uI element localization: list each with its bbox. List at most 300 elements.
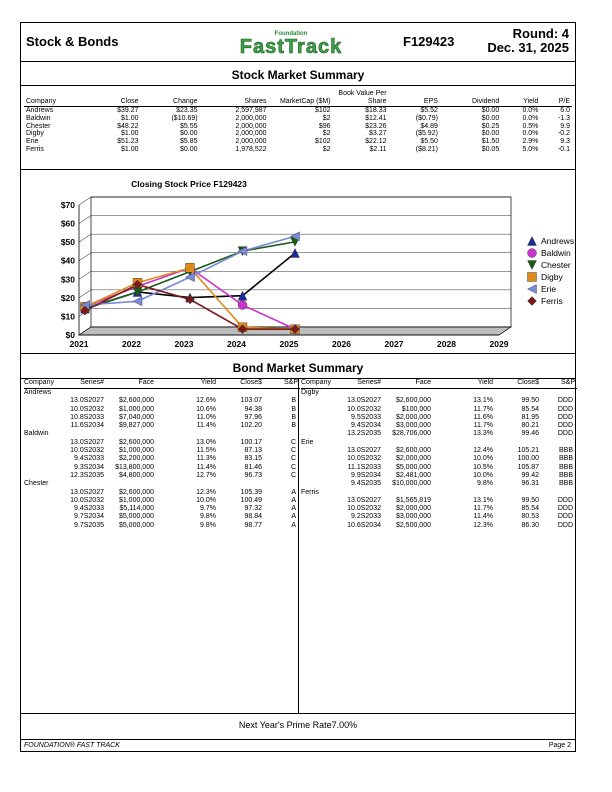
cell-series: 10.0S2032 bbox=[70, 405, 104, 413]
cell-marketcap: $96 bbox=[318, 122, 331, 130]
cell-sp: DDD bbox=[557, 521, 573, 529]
data-point-baldwin bbox=[238, 301, 247, 310]
cell-sp: BBB bbox=[558, 463, 573, 471]
cell-series: 9.3S2034 bbox=[74, 463, 104, 471]
prime-rate: Next Year's Prime Rate7.00% bbox=[238, 720, 358, 730]
cell-face: $2,500,000 bbox=[395, 521, 431, 529]
data-point-digby bbox=[186, 263, 195, 272]
col-header-close: Close$ bbox=[517, 379, 539, 386]
table-row bbox=[301, 497, 577, 505]
table-row bbox=[24, 489, 300, 497]
cell-yield: 11.4% bbox=[196, 422, 216, 430]
cell-close: $1.00 bbox=[121, 145, 139, 153]
col-header-marketcap: MarketCap ($M) bbox=[269, 90, 333, 107]
legend-label-andrews: Andrews bbox=[541, 236, 575, 246]
col-header-face: Face bbox=[138, 379, 154, 386]
y-gridline-diag bbox=[79, 234, 91, 242]
cell-yield: 12.6% bbox=[196, 397, 216, 405]
cell-face: $2,600,000 bbox=[118, 397, 154, 405]
cell-pe: -0.1 bbox=[557, 145, 570, 153]
cell-dividend: $0.25 bbox=[481, 122, 500, 130]
legend-marker-andrews bbox=[528, 237, 537, 246]
page-title: Stock & Bonds bbox=[26, 34, 119, 49]
bond-company-name: Baldwin bbox=[24, 430, 49, 438]
cell-series: 10.0S2032 bbox=[70, 496, 104, 504]
col-header-sp: S&P bbox=[560, 379, 575, 386]
table-row bbox=[301, 397, 577, 405]
x-tick-label: 2029 bbox=[489, 339, 509, 349]
table-row bbox=[301, 513, 577, 521]
round-label: Round: 4 bbox=[512, 26, 569, 41]
table-row bbox=[24, 497, 300, 505]
cell-sp: BBB bbox=[558, 480, 573, 488]
cell-series: 13.0S2027 bbox=[347, 447, 381, 455]
cell-company: Andrews bbox=[26, 107, 54, 114]
table-row bbox=[24, 107, 572, 115]
column-divider bbox=[298, 379, 299, 713]
table-row bbox=[24, 138, 572, 146]
cell-yield: 0.0% bbox=[522, 114, 539, 122]
col-header-face: Face bbox=[415, 379, 431, 386]
table-row bbox=[301, 464, 577, 472]
table-row bbox=[301, 472, 577, 480]
cell-company: Ferris bbox=[26, 145, 44, 153]
cell-face: $100,000 bbox=[401, 405, 431, 413]
cell-sp: B bbox=[291, 405, 296, 413]
cell-series: 10.0S2032 bbox=[70, 447, 104, 455]
cell-yield: 12.3% bbox=[473, 521, 493, 529]
cell-yield: 13.1% bbox=[473, 496, 493, 504]
round-info bbox=[487, 27, 569, 55]
page-number: Page 2 bbox=[548, 742, 571, 749]
cell-close: 87.13 bbox=[244, 447, 262, 455]
cell-close: 99.42 bbox=[521, 471, 539, 479]
table-row bbox=[24, 397, 300, 405]
cell-close: 94.38 bbox=[244, 405, 262, 413]
footer bbox=[21, 739, 575, 752]
cell-yield: 11.3% bbox=[196, 455, 216, 463]
col-header-yield: Yield bbox=[477, 379, 493, 386]
col-header-company: Company bbox=[301, 379, 331, 386]
cell-series: 11.6S2034 bbox=[70, 422, 104, 430]
col-header-series: Series# bbox=[80, 379, 104, 386]
cell-close: 85.54 bbox=[521, 505, 539, 513]
cell-yield: 11.0% bbox=[196, 413, 216, 421]
cell-company: Baldwin bbox=[26, 114, 51, 122]
bond-company-name: Erie bbox=[301, 438, 314, 446]
cell-eps: ($8.21) bbox=[415, 145, 438, 153]
cell-close: $39.27 bbox=[117, 107, 139, 114]
bond-summary-title: Bond Market Summary bbox=[232, 361, 364, 375]
cell-sp: DDD bbox=[557, 422, 573, 430]
cell-close: 105.39 bbox=[240, 488, 262, 496]
cell-close: 105.87 bbox=[517, 463, 539, 471]
logo-small-text: Foundation bbox=[274, 31, 308, 37]
stock-summary-title: Stock Market Summary bbox=[231, 68, 365, 82]
divider bbox=[21, 353, 575, 354]
cell-close: 80.21 bbox=[521, 422, 539, 430]
col-header-shares: Shares bbox=[200, 90, 269, 107]
table-row bbox=[24, 115, 572, 123]
divider bbox=[21, 85, 575, 86]
cell-sp: BBB bbox=[558, 471, 573, 479]
cell-series: 10.8S2033 bbox=[70, 413, 104, 421]
table-row bbox=[301, 430, 577, 438]
y-gridline-diag bbox=[79, 216, 91, 224]
bond-company-name: Andrews bbox=[24, 389, 52, 396]
cell-series: 9.9S2034 bbox=[351, 471, 381, 479]
cell-close: 83.15 bbox=[244, 455, 262, 463]
table-row bbox=[24, 472, 300, 480]
cell-close: 99.50 bbox=[521, 397, 539, 405]
cell-yield: 11.7% bbox=[473, 422, 493, 430]
cell-face: $5,114,000 bbox=[119, 505, 154, 513]
bond-table-header bbox=[301, 379, 577, 389]
y-tick-label: $70 bbox=[60, 200, 75, 210]
cell-book-value: $22.12 bbox=[365, 138, 387, 146]
cell-series: 10.0S2032 bbox=[347, 505, 381, 513]
table-row bbox=[24, 406, 300, 414]
table-row bbox=[24, 439, 300, 447]
cell-face: $3,000,000 bbox=[395, 513, 431, 521]
col-header-change: Change bbox=[141, 90, 200, 107]
cell-series: 9.5S2033 bbox=[351, 413, 381, 421]
table-row bbox=[24, 455, 300, 463]
cell-book-value: $18.33 bbox=[365, 107, 387, 114]
legend-marker-digby bbox=[528, 273, 537, 282]
table-row bbox=[301, 505, 577, 513]
cell-sp: BBB bbox=[558, 455, 573, 463]
cell-close: 85.54 bbox=[521, 405, 539, 413]
cell-yield: 11.7% bbox=[473, 505, 493, 513]
cell-book-value: $2.11 bbox=[369, 145, 387, 153]
col-header-close: Close bbox=[91, 90, 141, 107]
cell-face: $1,000,000 bbox=[118, 496, 154, 504]
cell-face: $2,600,000 bbox=[118, 488, 154, 496]
col-header-series: Series# bbox=[357, 379, 381, 386]
cell-sp: A bbox=[291, 521, 296, 529]
cell-change: $5.85 bbox=[180, 138, 198, 146]
y-tick-label: $20 bbox=[60, 292, 75, 303]
cell-series: 13.0S2027 bbox=[70, 438, 104, 446]
cell-yield: 11.5% bbox=[196, 447, 216, 455]
col-header-company: Company bbox=[24, 379, 54, 386]
cell-sp: DDD bbox=[557, 505, 573, 513]
report-code: F129423 bbox=[403, 34, 455, 49]
divider bbox=[21, 713, 575, 714]
cell-shares: 1,978,522 bbox=[235, 145, 267, 153]
cell-sp: B bbox=[291, 397, 296, 405]
cell-yield: 0.0% bbox=[522, 107, 539, 114]
table-row bbox=[301, 522, 577, 530]
cell-face: $2,600,000 bbox=[118, 438, 154, 446]
cell-close: 103.07 bbox=[240, 397, 262, 405]
cell-face: $5,000,000 bbox=[118, 513, 154, 521]
cell-yield: 10.5% bbox=[473, 463, 493, 471]
col-header-close: Close$ bbox=[240, 379, 262, 386]
table-row bbox=[301, 447, 577, 455]
col-header-eps: EPS bbox=[389, 90, 440, 107]
report-date: Dec. 31, 2025 bbox=[487, 40, 569, 55]
cell-series: 10.0S2032 bbox=[347, 405, 381, 413]
cell-shares: 2,000,000 bbox=[235, 130, 267, 138]
cell-close: 100.49 bbox=[240, 496, 262, 504]
x-tick-label: 2022 bbox=[122, 339, 141, 349]
bond-company-name: Digby bbox=[301, 389, 319, 396]
cell-yield: 11.6% bbox=[473, 413, 493, 421]
cell-yield: 13.3% bbox=[473, 430, 493, 438]
cell-yield: 10.6% bbox=[196, 405, 216, 413]
cell-series: 11.1S2033 bbox=[347, 463, 381, 471]
cell-marketcap: $102 bbox=[314, 138, 331, 146]
cell-close: $48.22 bbox=[117, 122, 139, 130]
cell-yield: 9.8% bbox=[200, 513, 216, 521]
cell-shares: 2,597,987 bbox=[235, 107, 267, 114]
cell-face: $5,000,000 bbox=[118, 521, 154, 529]
cell-eps: ($0.79) bbox=[415, 114, 438, 122]
cell-close: 80.53 bbox=[521, 513, 539, 521]
report-header bbox=[21, 23, 575, 62]
cell-face: $5,000,000 bbox=[395, 463, 431, 471]
legend-marker-ferris bbox=[528, 297, 537, 306]
cell-series: 13.0S2027 bbox=[347, 397, 381, 405]
cell-face: $2,200,000 bbox=[118, 455, 154, 463]
cell-sp: DDD bbox=[557, 513, 573, 521]
cell-series: 9.4S2034 bbox=[351, 422, 381, 430]
table-row bbox=[24, 422, 300, 430]
cell-eps: $5.52 bbox=[420, 107, 438, 114]
cell-change: $0.00 bbox=[180, 130, 198, 138]
legend-label-digby: Digby bbox=[541, 272, 563, 282]
cell-sp: A bbox=[291, 513, 296, 521]
table-row bbox=[24, 513, 300, 521]
cell-face: $28,706,000 bbox=[392, 430, 431, 438]
cell-series: 9.4S2035 bbox=[351, 480, 381, 488]
cell-face: $7,040,000 bbox=[118, 413, 154, 421]
legend-label-chester: Chester bbox=[541, 260, 571, 270]
table-row bbox=[24, 447, 300, 455]
cell-close: 81.46 bbox=[244, 463, 262, 471]
table-row bbox=[24, 123, 572, 131]
col-header-pe: P/E bbox=[540, 90, 572, 107]
cell-eps: $4.89 bbox=[420, 122, 438, 130]
cell-close: 81.95 bbox=[521, 413, 539, 421]
stock-table-body bbox=[24, 107, 572, 154]
y-tick-label: $60 bbox=[60, 218, 75, 229]
legend-label-ferris: Ferris bbox=[541, 296, 563, 306]
cell-face: $2,481,000 bbox=[395, 471, 431, 479]
cell-yield: 10.0% bbox=[473, 471, 493, 479]
x-tick-label: 2024 bbox=[227, 339, 246, 349]
col-header-sp: S&P bbox=[283, 379, 298, 386]
x-tick-label: 2028 bbox=[437, 339, 456, 349]
cell-company: Chester bbox=[26, 122, 51, 130]
cell-series: 9.2S2033 bbox=[351, 513, 381, 521]
legend-label-baldwin: Baldwin bbox=[541, 248, 571, 258]
cell-close: 96.73 bbox=[244, 471, 262, 479]
cell-close: 102.20 bbox=[240, 422, 262, 430]
cell-close: $1.00 bbox=[121, 114, 139, 122]
cell-yield: 0.0% bbox=[522, 130, 539, 138]
bond-company-row bbox=[301, 389, 577, 397]
cell-face: $4,800,000 bbox=[118, 471, 154, 479]
x-tick-label: 2025 bbox=[279, 339, 299, 349]
cell-pe: -1.3 bbox=[557, 114, 570, 122]
y-gridline-diag bbox=[79, 197, 91, 205]
fasttrack-logo bbox=[221, 28, 361, 56]
cell-close: 100.00 bbox=[517, 455, 539, 463]
cell-series: 9.4S2033 bbox=[74, 505, 104, 513]
cell-dividend: $0.00 bbox=[481, 130, 500, 138]
bond-table-right bbox=[301, 379, 577, 530]
cell-yield: 11.7% bbox=[473, 405, 493, 413]
cell-shares: 2,000,000 bbox=[235, 114, 267, 122]
cell-company: Digby bbox=[26, 130, 44, 138]
cell-close: 86.30 bbox=[521, 521, 539, 529]
table-row bbox=[301, 455, 577, 463]
y-gridline-diag bbox=[79, 290, 91, 298]
cell-book-value: $23.26 bbox=[365, 122, 387, 130]
y-tick-label: $40 bbox=[60, 255, 75, 266]
cell-face: $13,800,000 bbox=[115, 463, 154, 471]
legend-label-erie: Erie bbox=[541, 284, 557, 294]
cell-shares: 2,000,000 bbox=[235, 122, 267, 130]
footer-brand: FOUNDATION® FAST TRACK bbox=[24, 742, 120, 749]
table-row bbox=[301, 406, 577, 414]
cell-face: $2,000,000 bbox=[395, 413, 431, 421]
cell-sp: C bbox=[290, 438, 296, 446]
cell-yield: 13.0% bbox=[196, 438, 216, 446]
cell-series: 13.0S2027 bbox=[70, 397, 104, 405]
y-tick-label: $10 bbox=[60, 311, 75, 322]
cell-sp: C bbox=[290, 455, 296, 463]
cell-yield: 12.3% bbox=[196, 488, 216, 496]
cell-close: 105.21 bbox=[517, 447, 539, 455]
bond-company-row bbox=[24, 430, 300, 438]
col-header-yield: Yield bbox=[501, 90, 540, 107]
legend-marker-chester bbox=[528, 261, 537, 270]
cell-dividend: $1.50 bbox=[481, 138, 500, 146]
cell-yield: 12.4% bbox=[473, 447, 493, 455]
cell-change: $0.00 bbox=[180, 145, 198, 153]
cell-series: 13.2S2035 bbox=[347, 430, 381, 438]
cell-marketcap: $102 bbox=[314, 107, 331, 114]
cell-face: $1,565,819 bbox=[395, 496, 431, 504]
table-row bbox=[24, 146, 572, 154]
closing-stock-price-chart bbox=[29, 173, 575, 355]
legend-marker-baldwin bbox=[528, 249, 537, 258]
table-row bbox=[24, 414, 300, 422]
bond-company-row bbox=[24, 480, 300, 488]
cell-series: 9.7S2035 bbox=[74, 521, 104, 529]
divider bbox=[21, 169, 575, 170]
cell-series: 10.6S2034 bbox=[347, 521, 381, 529]
cell-sp: C bbox=[290, 447, 296, 455]
cell-pe: -0.2 bbox=[557, 130, 570, 138]
cell-series: 12.3S2035 bbox=[70, 471, 104, 479]
bond-company-name: Ferris bbox=[301, 488, 319, 496]
cell-sp: A bbox=[291, 505, 296, 513]
cell-change: $23.35 bbox=[176, 107, 198, 114]
bond-company-row bbox=[301, 439, 577, 447]
y-gridline-diag bbox=[79, 253, 91, 261]
cell-close: 99.50 bbox=[521, 496, 539, 504]
cell-sp: BBB bbox=[558, 447, 573, 455]
cell-series: 10.0S2032 bbox=[347, 455, 381, 463]
cell-eps: $5.50 bbox=[420, 138, 438, 146]
bond-company-row bbox=[301, 489, 577, 497]
cell-close: 97.32 bbox=[244, 505, 262, 513]
cell-sp: A bbox=[291, 488, 296, 496]
cell-close: $51.23 bbox=[117, 138, 139, 146]
cell-dividend: $0.05 bbox=[481, 145, 500, 153]
cell-series: 9.7S2034 bbox=[74, 513, 104, 521]
cell-change: ($10.69) bbox=[171, 114, 198, 122]
col-header-dividend: Dividend bbox=[440, 90, 501, 107]
cell-close: $1.00 bbox=[121, 130, 139, 138]
cell-sp: DDD bbox=[557, 430, 573, 438]
table-row bbox=[24, 130, 572, 138]
cell-sp: B bbox=[291, 413, 296, 421]
table-row bbox=[24, 522, 300, 530]
cell-yield: 10.0% bbox=[196, 496, 216, 504]
cell-yield: 12.7% bbox=[196, 471, 216, 479]
cell-dividend: $0.00 bbox=[481, 107, 500, 114]
logo-text: FastTrack bbox=[239, 36, 343, 58]
cell-close: 96.31 bbox=[521, 480, 539, 488]
x-tick-label: 2021 bbox=[69, 339, 89, 349]
cell-yield: 5.0% bbox=[522, 145, 539, 153]
bond-table-header bbox=[24, 379, 300, 389]
y-tick-label: $0 bbox=[65, 330, 75, 340]
cell-series: 13.0S2027 bbox=[70, 488, 104, 496]
cell-sp: A bbox=[291, 496, 296, 504]
cell-sp: DDD bbox=[557, 405, 573, 413]
cell-yield: 13.1% bbox=[473, 397, 493, 405]
cell-shares: 2,000,000 bbox=[235, 138, 267, 146]
cell-yield: 10.0% bbox=[473, 455, 493, 463]
cell-yield: 9.8% bbox=[200, 521, 216, 529]
cell-sp: DDD bbox=[557, 496, 573, 504]
cell-company: Erie bbox=[26, 138, 39, 146]
cell-sp: B bbox=[291, 422, 296, 430]
cell-series: 13.0S2027 bbox=[347, 496, 381, 504]
cell-sp: C bbox=[290, 471, 296, 479]
cell-dividend: $0.00 bbox=[481, 114, 500, 122]
cell-book-value: $12.41 bbox=[365, 114, 387, 122]
col-header-yield: Yield bbox=[200, 379, 216, 386]
cell-pe: 9.3 bbox=[560, 138, 570, 146]
table-row bbox=[301, 422, 577, 430]
cell-yield: 11.4% bbox=[196, 463, 216, 471]
cell-face: $1,000,000 bbox=[118, 447, 154, 455]
cell-yield: 9.8% bbox=[477, 480, 493, 488]
cell-series: 9.4S2033 bbox=[74, 455, 104, 463]
cell-face: $2,000,000 bbox=[395, 505, 431, 513]
cell-face: $2,600,000 bbox=[395, 447, 431, 455]
cell-face: $9,827,000 bbox=[118, 422, 154, 430]
chart-title: Closing Stock Price F129423 bbox=[131, 179, 247, 189]
cell-face: $10,000,000 bbox=[392, 480, 431, 488]
report-page bbox=[20, 22, 576, 752]
chart-back-wall bbox=[91, 197, 511, 327]
bond-table-left bbox=[24, 379, 300, 530]
x-tick-label: 2027 bbox=[384, 339, 404, 349]
cell-close: 99.46 bbox=[521, 430, 539, 438]
cell-yield: 11.4% bbox=[473, 513, 493, 521]
legend-marker-erie bbox=[528, 285, 537, 294]
cell-close: 98.84 bbox=[244, 513, 262, 521]
